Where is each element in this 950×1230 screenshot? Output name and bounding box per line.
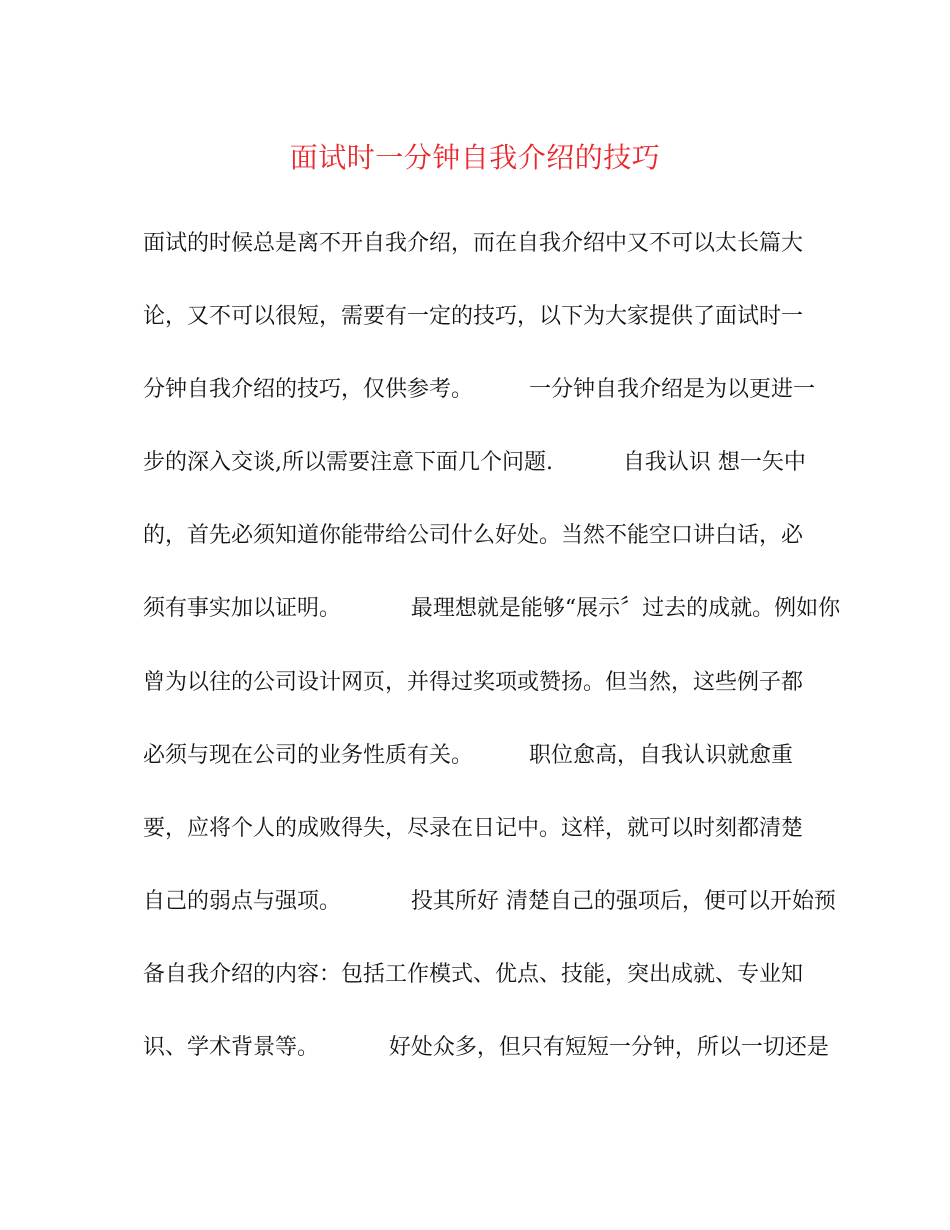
body-line: 必须与现在公司的业务性质有关。 职位愈高，自我认识就愈重 [143,742,793,768]
body-line: 步的深入交谈,所以需要注意下面几个问题. 自我认识 想一矢中 [143,450,806,476]
body-line: 须有事实加以证明。 最理想就是能够“展示〞过去的成就。例如你 [143,596,841,622]
document-title: 面试时一分钟自我介绍的技巧 [289,141,661,174]
body-line: 面试的时候总是离不开自我介绍，而在自我介绍中又不可以太长篇大 [143,231,804,256]
body-line: 自己的弱点与强项。 投其所好 清楚自己的强项后，便可以开始预 [143,888,836,914]
body-line: 要，应将个人的成败得失，尽录在日记中。这样，就可以时刻都清楚 [143,815,804,841]
body-line: 曾为以往的公司设计网页，并得过奖项或赞扬。但当然，这些例子都 [143,669,804,695]
document-body [143,222,841,1099]
body-line: 论，又不可以很短，需要有一定的技巧，以下为大家提供了面试时一 [143,304,804,330]
body-line: 的，首先必须知道你能带给公司什么好处。当然不能空口讲白话，必 [143,523,804,549]
body-line: 备自我介绍的内容：包括工作模式、优点、技能，突出成就、专业知 [143,961,804,987]
body-line: 识、学术背景等。 好处众多，但只有短短一分钟，所以一切还是 [143,1035,829,1061]
body-line: 分钟自我介绍的技巧，仅供参考。 一分钟自我介绍是为以更进一 [143,377,815,403]
